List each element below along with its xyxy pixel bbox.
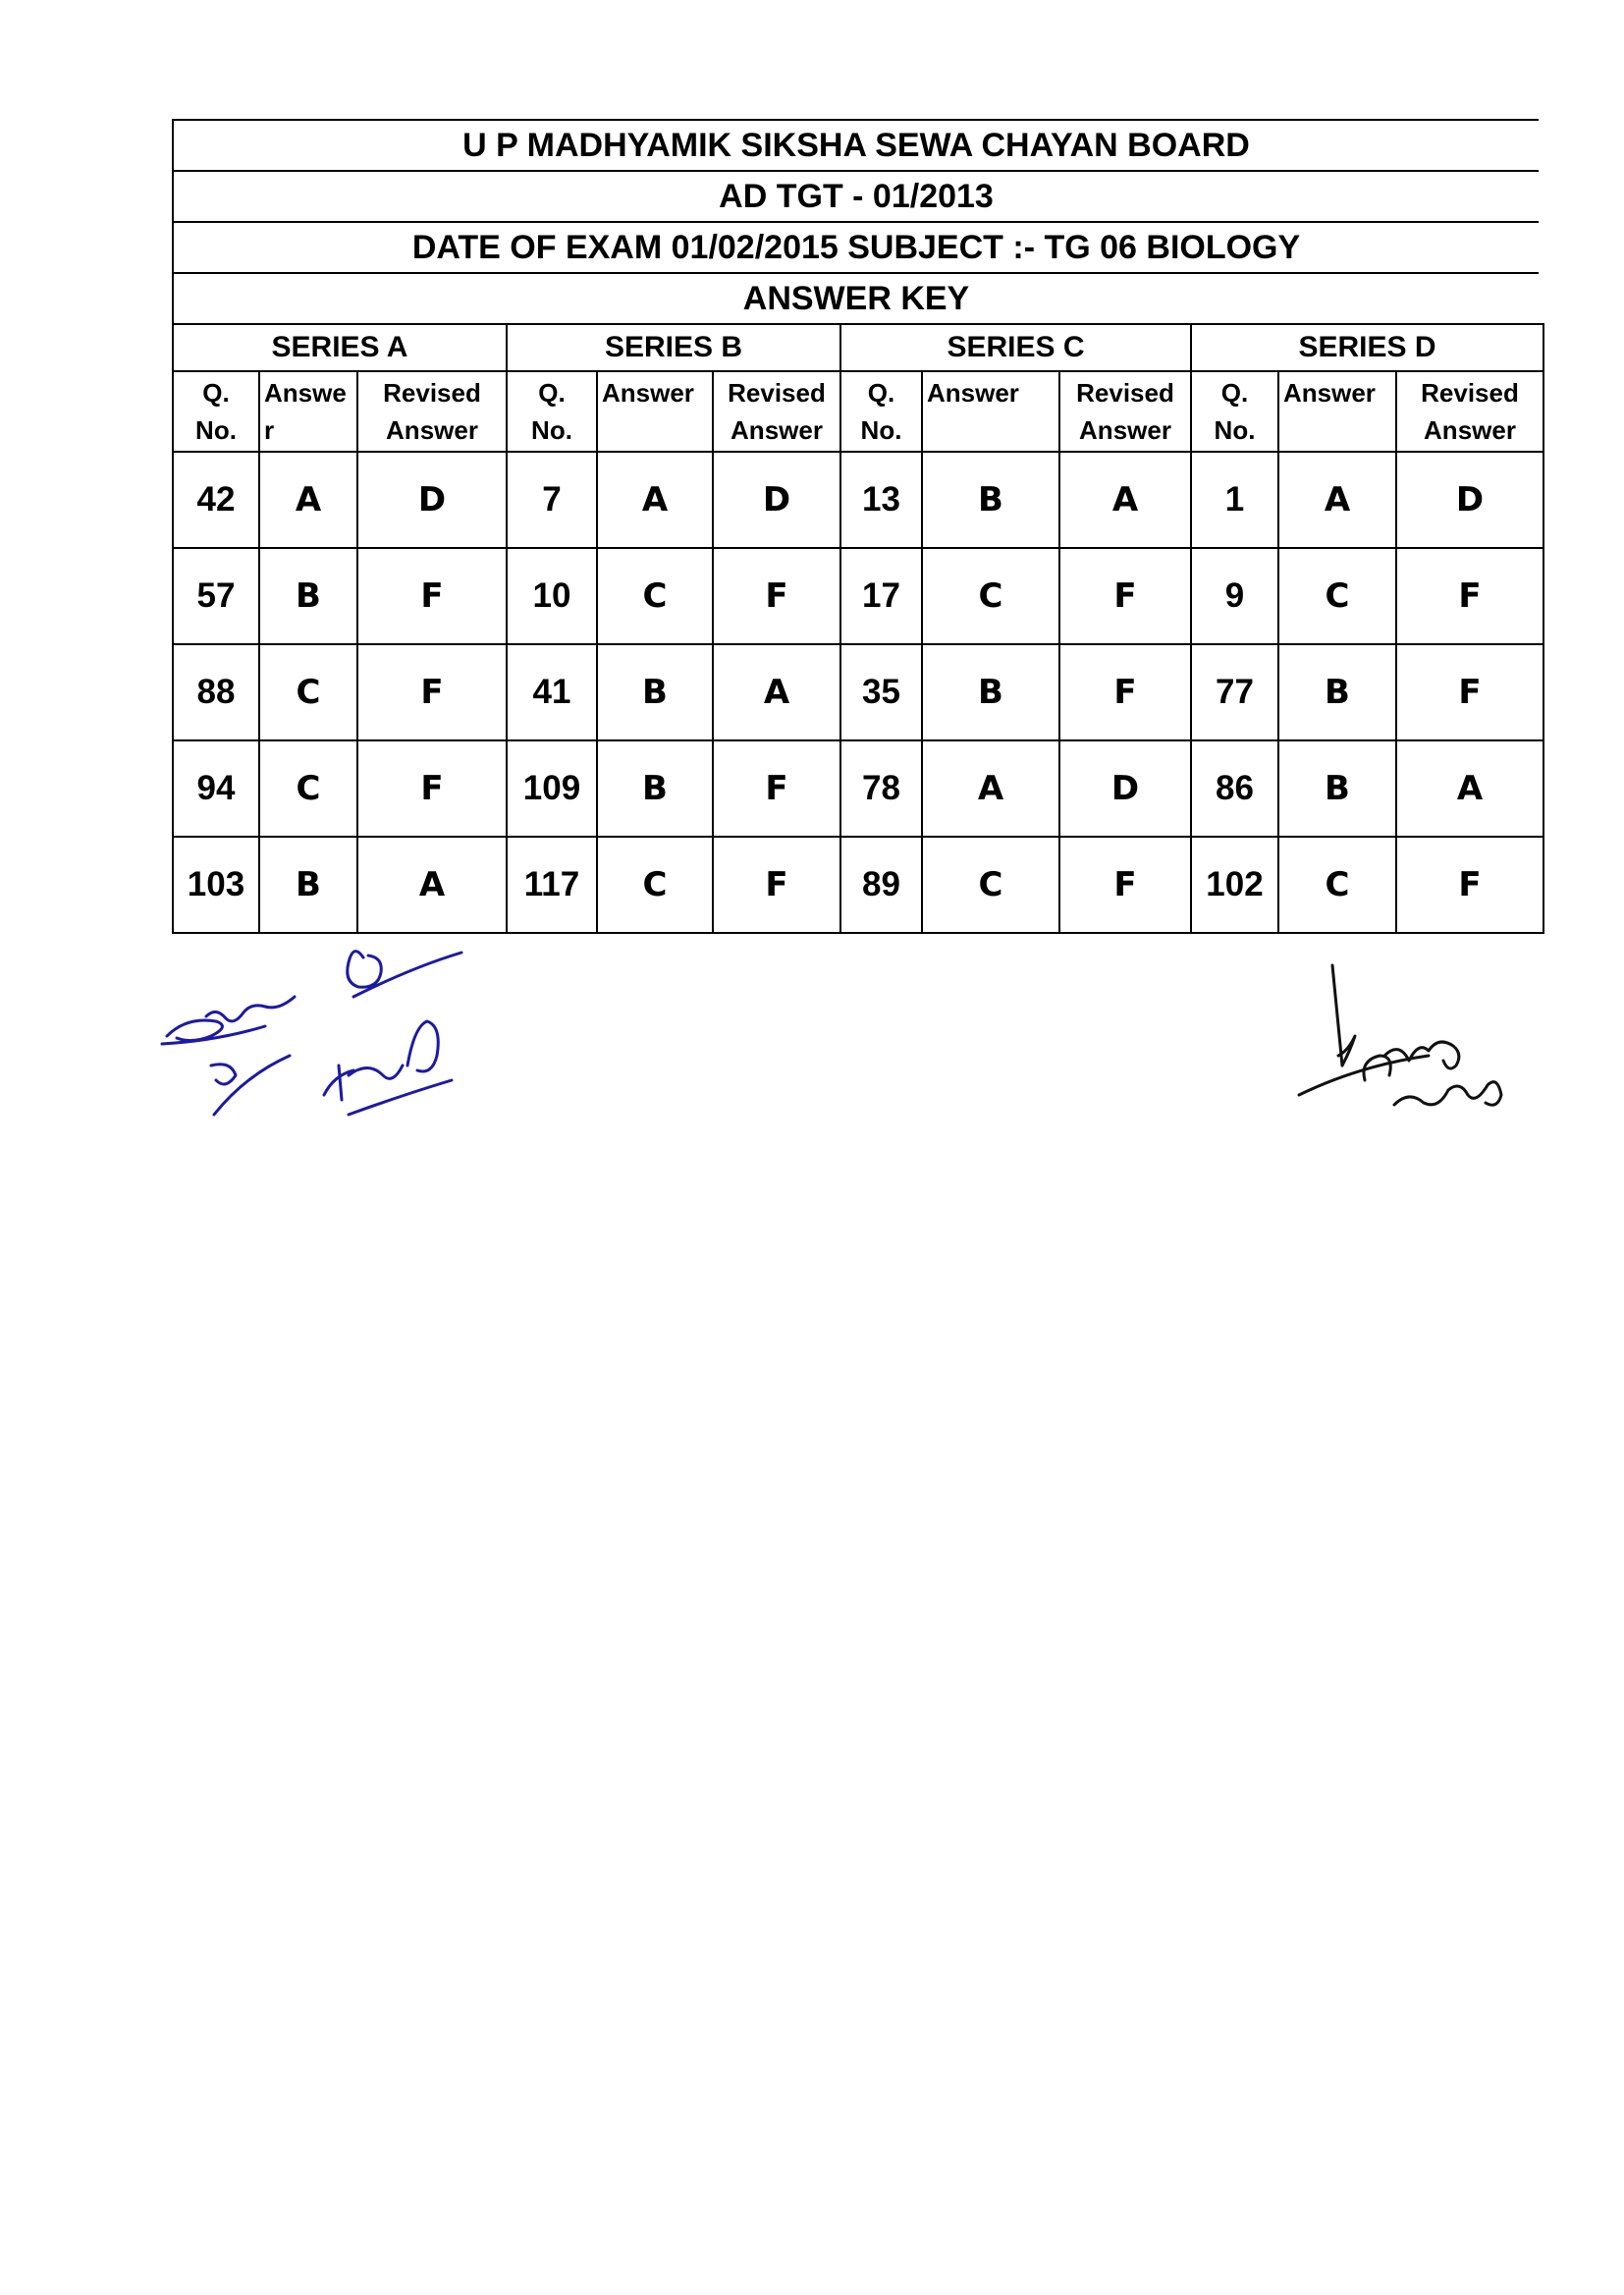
- question-number: 88: [173, 644, 259, 740]
- q-no-header: Q. No.: [840, 371, 922, 452]
- revised-answer-header: Revised Answer: [357, 371, 507, 452]
- answer-cell: B: [597, 740, 713, 837]
- revised-answer-cell: F: [1396, 837, 1543, 933]
- question-number: 35: [840, 644, 922, 740]
- revised-answer-cell: F: [1059, 548, 1191, 644]
- table-row: [173, 548, 1543, 644]
- revised-answer-cell: D: [357, 452, 507, 548]
- question-number: 109: [507, 740, 597, 837]
- question-number: 86: [1191, 740, 1278, 837]
- revised-answer-cell: D: [1396, 452, 1543, 548]
- document-title: ANSWER KEY: [172, 272, 1539, 323]
- answer-cell: A: [1278, 452, 1396, 548]
- revised-answer-cell: F: [713, 548, 840, 644]
- series-d-heading: SERIES D: [1191, 324, 1543, 371]
- question-number: 7: [507, 452, 597, 548]
- revised-answer-cell: F: [357, 548, 507, 644]
- answer-header: Answer: [922, 371, 1059, 452]
- revised-answer-cell: A: [713, 644, 840, 740]
- answer-cell: B: [259, 548, 357, 644]
- answer-cell: C: [922, 548, 1059, 644]
- table-row: [173, 452, 1543, 548]
- question-number: 57: [173, 548, 259, 644]
- question-number: 10: [507, 548, 597, 644]
- question-number: 13: [840, 452, 922, 548]
- answer-header: Answer: [1278, 371, 1396, 452]
- answer-cell: C: [259, 644, 357, 740]
- revised-answer-cell: F: [357, 644, 507, 740]
- series-header-row: [173, 324, 1543, 371]
- question-number: 42: [173, 452, 259, 548]
- advertisement-number: AD TGT - 01/2013: [172, 170, 1539, 221]
- q-no-header: Q. No.: [507, 371, 597, 452]
- series-b-heading: SERIES B: [507, 324, 840, 371]
- revised-answer-cell: F: [1396, 548, 1543, 644]
- question-number: 117: [507, 837, 597, 933]
- revised-answer-cell: D: [713, 452, 840, 548]
- question-number: 102: [1191, 837, 1278, 933]
- answer-cell: C: [922, 837, 1059, 933]
- answer-key-table: [172, 323, 1544, 934]
- answer-cell: C: [1278, 837, 1396, 933]
- answer-header: Answer: [597, 371, 713, 452]
- answer-cell: B: [597, 644, 713, 740]
- answer-cell: C: [597, 837, 713, 933]
- question-number: 77: [1191, 644, 1278, 740]
- q-no-header: Q. No.: [1191, 371, 1278, 452]
- committee-signatures: [157, 928, 481, 1124]
- question-number: 78: [840, 740, 922, 837]
- answer-cell: C: [1278, 548, 1396, 644]
- board-name: U P MADHYAMIK SIKSHA SEWA CHAYAN BOARD: [172, 119, 1539, 170]
- revised-answer-header: Revised Answer: [713, 371, 840, 452]
- answer-cell: B: [922, 452, 1059, 548]
- question-number: 103: [173, 837, 259, 933]
- answer-cell: B: [1278, 740, 1396, 837]
- question-number: 1: [1191, 452, 1278, 548]
- answer-cell: C: [259, 740, 357, 837]
- revised-answer-cell: F: [713, 740, 840, 837]
- answer-cell: B: [259, 837, 357, 933]
- revised-answer-cell: D: [1059, 740, 1191, 837]
- revised-answer-cell: A: [357, 837, 507, 933]
- answer-cell: A: [922, 740, 1059, 837]
- answer-cell: C: [597, 548, 713, 644]
- series-a-heading: SERIES A: [173, 324, 507, 371]
- column-header-row: [173, 371, 1543, 452]
- question-number: 94: [173, 740, 259, 837]
- exam-date-subject: DATE OF EXAM 01/02/2015 SUBJECT :- TG 06 BIOLOGY: [172, 221, 1539, 272]
- series-c-heading: SERIES C: [840, 324, 1191, 371]
- revised-answer-cell: F: [1059, 837, 1191, 933]
- revised-answer-header: Revised Answer: [1059, 371, 1191, 452]
- q-no-header: Q. No.: [173, 371, 259, 452]
- answer-cell: A: [259, 452, 357, 548]
- question-number: 89: [840, 837, 922, 933]
- revised-answer-cell: F: [357, 740, 507, 837]
- question-number: 41: [507, 644, 597, 740]
- revised-answer-cell: F: [1396, 644, 1543, 740]
- table-row: [173, 837, 1543, 933]
- revised-answer-cell: A: [1396, 740, 1543, 837]
- revised-answer-header: Revised Answer: [1396, 371, 1543, 452]
- answer-cell: B: [922, 644, 1059, 740]
- question-number: 17: [840, 548, 922, 644]
- answer-cell: A: [597, 452, 713, 548]
- answer-header: Answe r: [259, 371, 357, 452]
- table-row: [173, 644, 1543, 740]
- answer-cell: B: [1278, 644, 1396, 740]
- document-header: [172, 119, 1539, 323]
- revised-answer-cell: F: [1059, 644, 1191, 740]
- table-row: [173, 740, 1543, 837]
- question-number: 9: [1191, 548, 1278, 644]
- officer-signature: [1291, 957, 1517, 1129]
- revised-answer-cell: A: [1059, 452, 1191, 548]
- revised-answer-cell: F: [713, 837, 840, 933]
